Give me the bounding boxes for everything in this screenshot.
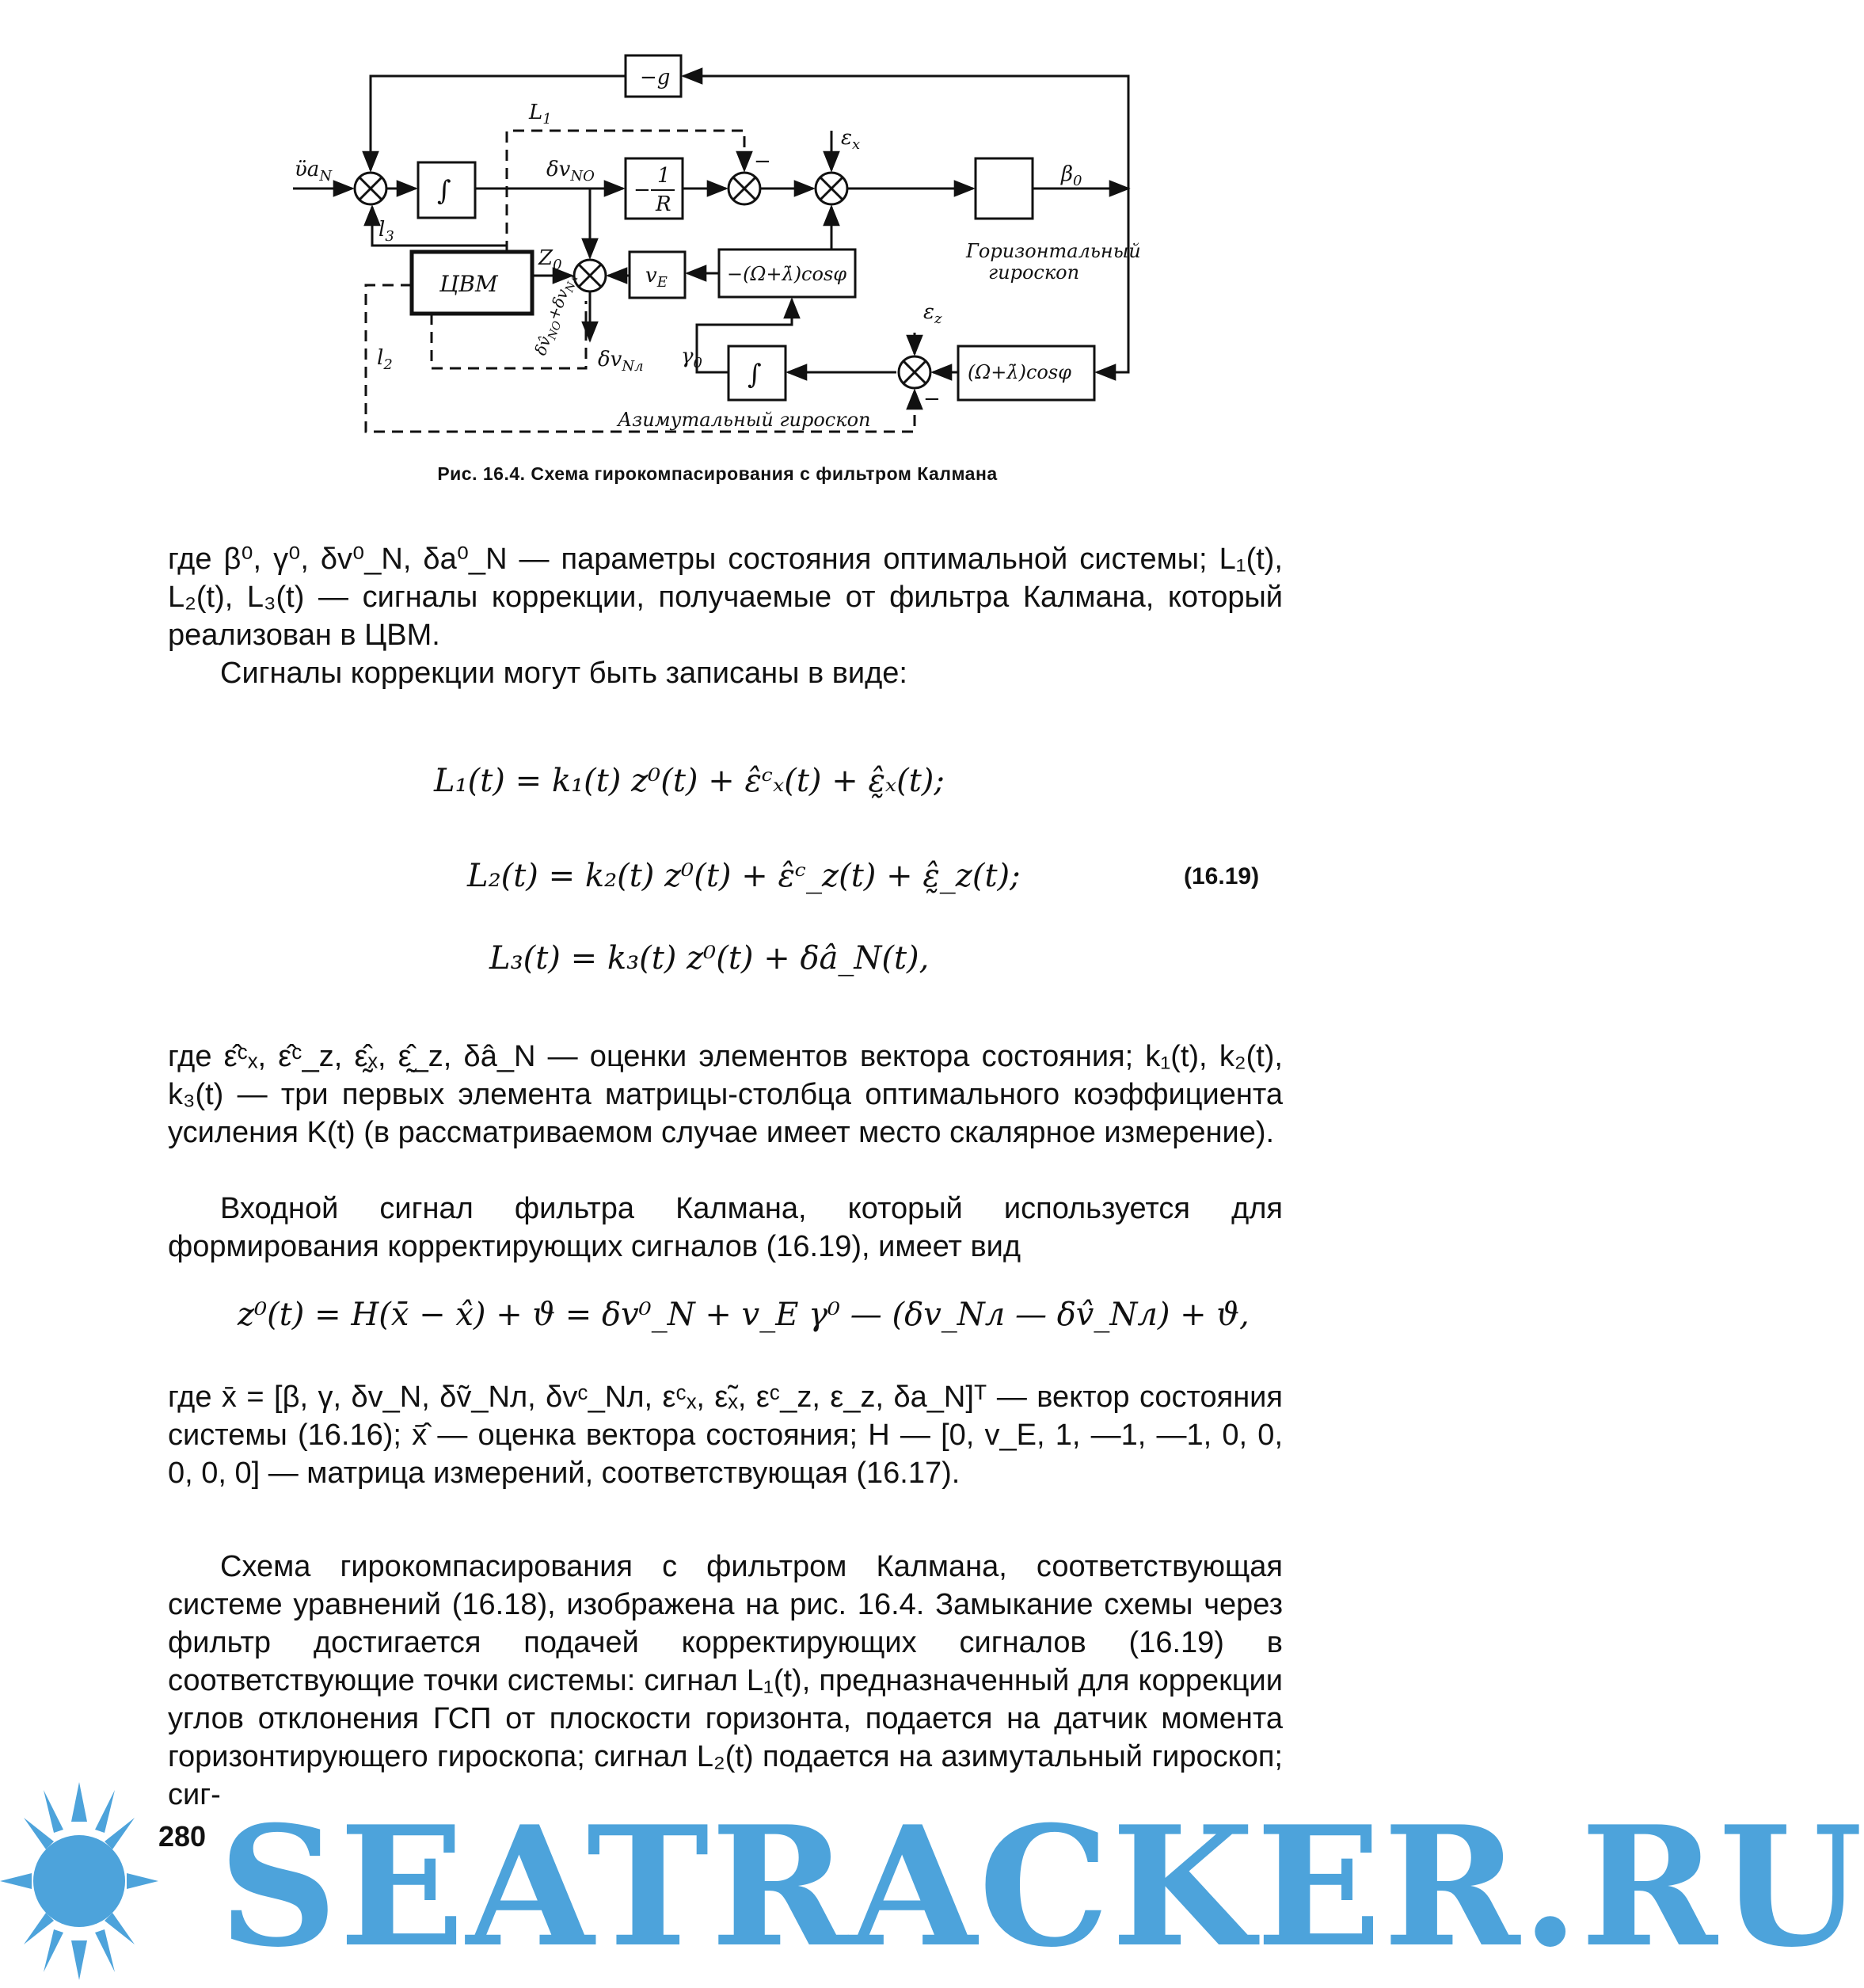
z0-label: $Z_0$ bbox=[538, 246, 562, 273]
sum2-minus-label: − bbox=[754, 150, 771, 173]
gamma0-label: $\gamma_0$ bbox=[681, 345, 702, 371]
integrator-azimuth-label: ∫ bbox=[748, 359, 762, 390]
equation-number: (16.19) bbox=[1184, 863, 1260, 889]
l1-label: $L_1$ bbox=[529, 101, 552, 128]
eps-x-label: $\varepsilon_x$ bbox=[841, 126, 861, 153]
ve-label: $v_E$ bbox=[645, 264, 668, 291]
horizontal-gyro-label-2: гироскоп bbox=[988, 261, 1080, 284]
horizontal-gyro-label-1: Горизонтальный bbox=[966, 240, 1141, 262]
paragraph-6: Схема гирокомпасирования с фильтром Калмана, соответствующая системе уравнений (16.18), изображена на рис. 16.4. Замыкание схемы через фильтр достигается подачей корректирующих сигналов (16.19) в соответствующие точки системы: сигнал L₁(t), предназначенный для коррекции углов отклонения ГСП от плоскости горизонта, подается на датчик момента горизонтирующего гироскопа; сигнал L₂(t) подается на азимутальный гироскоп; сиг- bbox=[168, 1550, 1283, 1811]
sum-junction-5 bbox=[899, 356, 930, 388]
integrator-horizontal-block bbox=[976, 158, 1033, 219]
beta0-label: $\beta_0$ bbox=[1061, 162, 1082, 189]
sum-junction-2 bbox=[728, 173, 760, 204]
sum-junction-3 bbox=[816, 173, 847, 204]
sum5-minus-label: − bbox=[923, 387, 941, 411]
equation-l1: L₁(t) = k₁(t) z⁰(t) + ε̂ᶜₓ(t) + ε̰̂ₓ(t); bbox=[434, 763, 945, 799]
paragraph-3: где ε̂ᶜₓ, ε̂ᶜ_z, ε̰̂ₓ, ε̰̂_z, δâ_N — оценки элементов вектора состояния; k₁(t), k₂(t), k₃(t) — три первых элемента матрицы-столбца оптимального коэффициента усиления K(t) (в рассматриваемом случае имеет место скалярное измерение). bbox=[168, 1040, 1283, 1149]
l3-label: $l_3$ bbox=[379, 218, 394, 245]
figure-caption: Рис. 16.4. Схема гирокомпасирования с фильтром Калмана bbox=[437, 463, 998, 484]
equation-l2: L₂(t) = k₂(t) z⁰(t) + ε̂ᶜ_z(t) + ε̰̂_z(t); bbox=[467, 858, 1021, 894]
azimuth-gyro-label: Азимутальный гироскоп bbox=[618, 409, 871, 431]
l2-label: $l_2$ bbox=[377, 346, 393, 373]
equation-z0: z⁰(t) = H(x̄ − x̂) + ϑ = δv⁰_N + v_E γ⁰ — (δv_Nл — δv̂_Nл) + ϑ, bbox=[238, 1297, 1250, 1333]
inv-r-minus-label: − bbox=[633, 178, 651, 202]
minus-g-label: −g bbox=[640, 66, 671, 89]
paragraph-5: где x̄ = [β, γ, δv_N, δṽ_Nл, δvᶜ_Nл, εᶜₓ, ε̃ₓ, εᶜ_z, ε_z, δa_N]ᵀ — вектор состояния системы (16.16); x̄̂ — оценка вектора состояния; H — [0, v_E, 1, —1, —1, 0, 0, 0, 0, 0] — матрица измерений, соответствующая (16.17). bbox=[168, 1381, 1283, 1490]
paragraph-4: Входной сигнал фильтра Калмана, который используется для формирования корректирующих сигналов (16.19), имеет вид bbox=[168, 1192, 1283, 1263]
diag-signal-label: $\delta v̂_{NO}+\delta v_{Nл}$ bbox=[531, 273, 581, 358]
eps-z-label: $\varepsilon_z$ bbox=[923, 300, 942, 327]
dv-n0-label: $\delta v_{NO}$ bbox=[546, 158, 595, 185]
watermark-text: SEATRACKER.RU bbox=[219, 1791, 1864, 1984]
input-label: $ϋa_N$ bbox=[295, 158, 333, 185]
equation-l3: L₃(t) = k₃(t) z⁰(t) + δâ_N(t), bbox=[489, 940, 930, 977]
page-number: 280 bbox=[158, 1820, 207, 1853]
inv-r-den-label: R bbox=[656, 192, 671, 216]
dv-nl-label: $\delta v_{Nл}$ bbox=[598, 348, 644, 375]
paragraph-2: Сигналы коррекции могут быть записаны в виде: bbox=[220, 657, 907, 690]
sun-logo-icon bbox=[0, 1774, 158, 1988]
kalman-gyrocompass-diagram bbox=[0, 0, 1435, 459]
sum-junction-4 bbox=[574, 260, 606, 291]
paragraph-1: где β⁰, γ⁰, δv⁰_N, δa⁰_N — параметры состояния оптимальной системы; L₁(t), L₂(t), L₃(t) — сигналы коррекции, получаемые от фильтра Калмана, который реализован в ЦВМ. bbox=[168, 543, 1283, 652]
sum-junction-1 bbox=[355, 173, 386, 204]
coupling-label: −(Ω+λ̇)cosφ bbox=[727, 263, 847, 285]
horiz-coupling-label: (Ω+λ̇)cosφ bbox=[968, 361, 1071, 383]
inv-r-num-label: 1 bbox=[657, 164, 671, 188]
integrator-1-label: ∫ bbox=[437, 175, 451, 207]
cvm-label: ЦВМ bbox=[439, 271, 498, 297]
